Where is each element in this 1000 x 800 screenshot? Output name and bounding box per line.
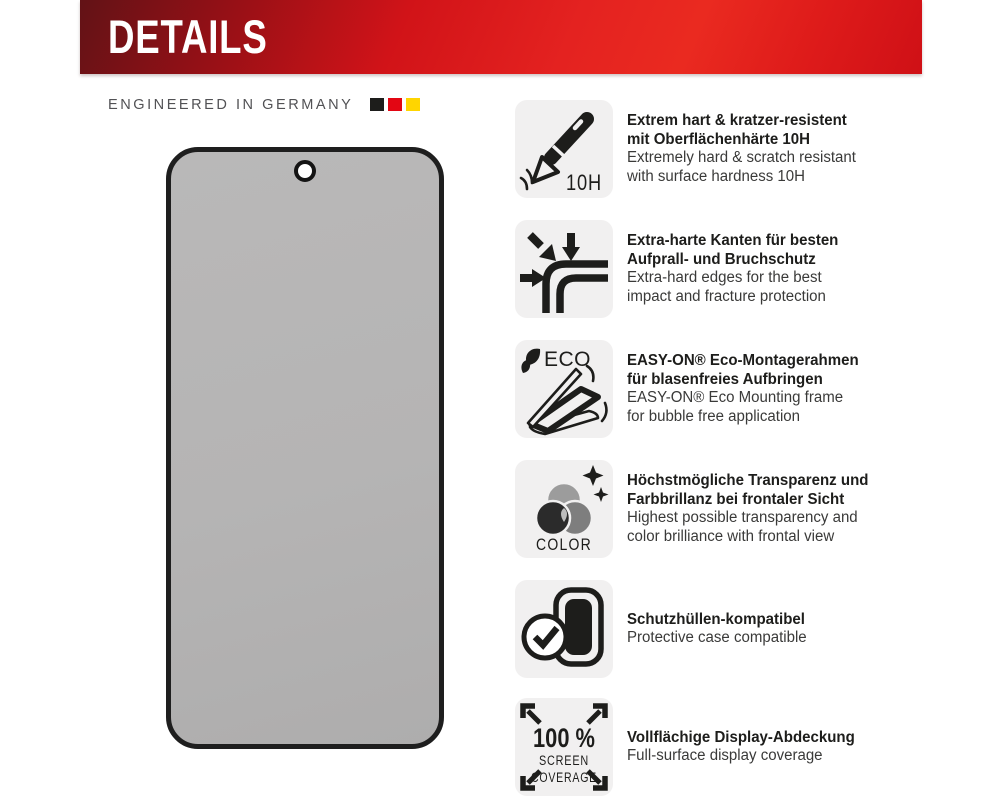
engineered-in-germany: [108, 96, 420, 113]
feature-title-de: Extrem hart & kratzer-resistent: [627, 112, 847, 129]
flag-black-square: [370, 98, 384, 111]
feature-title-de: EASY-ON® Eco-Montagerahmen: [627, 352, 859, 369]
full-coverage-icon: [515, 698, 613, 796]
banner-title: DETAILS: [108, 10, 268, 63]
case-compatible-icon: [515, 580, 613, 678]
color-label: COLOR: [536, 535, 592, 554]
feature-row-eco-frame: [515, 340, 866, 438]
feature-title-de: Extra-harte Kanten für besten: [627, 232, 839, 249]
feature-desc-en: Extra-hard edges for the best: [627, 269, 822, 286]
feature-desc-en: Protective case compatible: [627, 629, 807, 646]
coverage-screen-label: SCREEN: [539, 753, 589, 768]
feature-title-de: für blasenfreies Aufbringen: [627, 370, 823, 388]
feature-title-de: Farbbrillanz bei frontaler Sicht: [627, 490, 845, 508]
german-flag-icon: [370, 98, 420, 111]
feature-row-hardness: [515, 100, 863, 198]
feature-row-hard-edges: [515, 220, 845, 318]
feature-row-case-compatible: [515, 580, 812, 678]
eco-label: ECO: [544, 348, 592, 371]
hard-edges-icon: [515, 220, 613, 318]
details-banner: [80, 0, 922, 74]
feature-desc-en: Full-surface display coverage: [627, 747, 823, 764]
feature-copy: [627, 352, 859, 426]
flag-yellow-square: [406, 98, 420, 111]
feature-title-de: mit Oberflächenhärte 10H: [627, 130, 810, 148]
feature-copy: [627, 472, 868, 546]
feature-copy: [627, 232, 838, 306]
feature-copy: [627, 611, 807, 648]
feature-row-color: [515, 460, 876, 558]
color-transparency-icon: [515, 460, 613, 558]
feature-copy: [627, 112, 856, 186]
feature-title-de: Vollflächige Display-Abdeckung: [627, 728, 855, 746]
easy-on-eco-frame-icon: [515, 340, 613, 438]
coverage-percent-label: 100 %: [533, 723, 595, 753]
feature-desc-en: EASY-ON® Eco Mounting frame: [627, 389, 844, 406]
feature-row-full-coverage: [515, 698, 862, 796]
feature-list: [515, 100, 955, 800]
hardness-value-label: 10H: [566, 170, 602, 195]
feature-desc-en: for bubble free application: [627, 407, 801, 425]
screen-protector-graphic: [166, 147, 444, 749]
camera-hole-icon: [294, 160, 316, 182]
feature-desc-en: color brilliance with frontal view: [627, 527, 835, 545]
hardness-10h-icon: [515, 100, 613, 198]
feature-title-de: Höchstmögliche Transparenz und: [627, 472, 869, 489]
feature-title-de: Aufprall- und Bruchschutz: [627, 250, 816, 268]
flag-red-square: [388, 98, 402, 111]
tagline-text: ENGINEERED IN GERMANY: [108, 96, 354, 113]
feature-desc-en: impact and fracture protection: [627, 287, 826, 305]
feature-desc-en: with surface hardness 10H: [627, 167, 806, 185]
feature-desc-en: Extremely hard & scratch resistant: [627, 149, 856, 166]
feature-copy: [627, 729, 855, 766]
feature-title-de: Schutzhüllen-kompatibel: [627, 610, 805, 628]
feature-desc-en: Highest possible transparency and: [627, 509, 858, 526]
coverage-coverage-label: COVERAGE: [531, 770, 597, 785]
